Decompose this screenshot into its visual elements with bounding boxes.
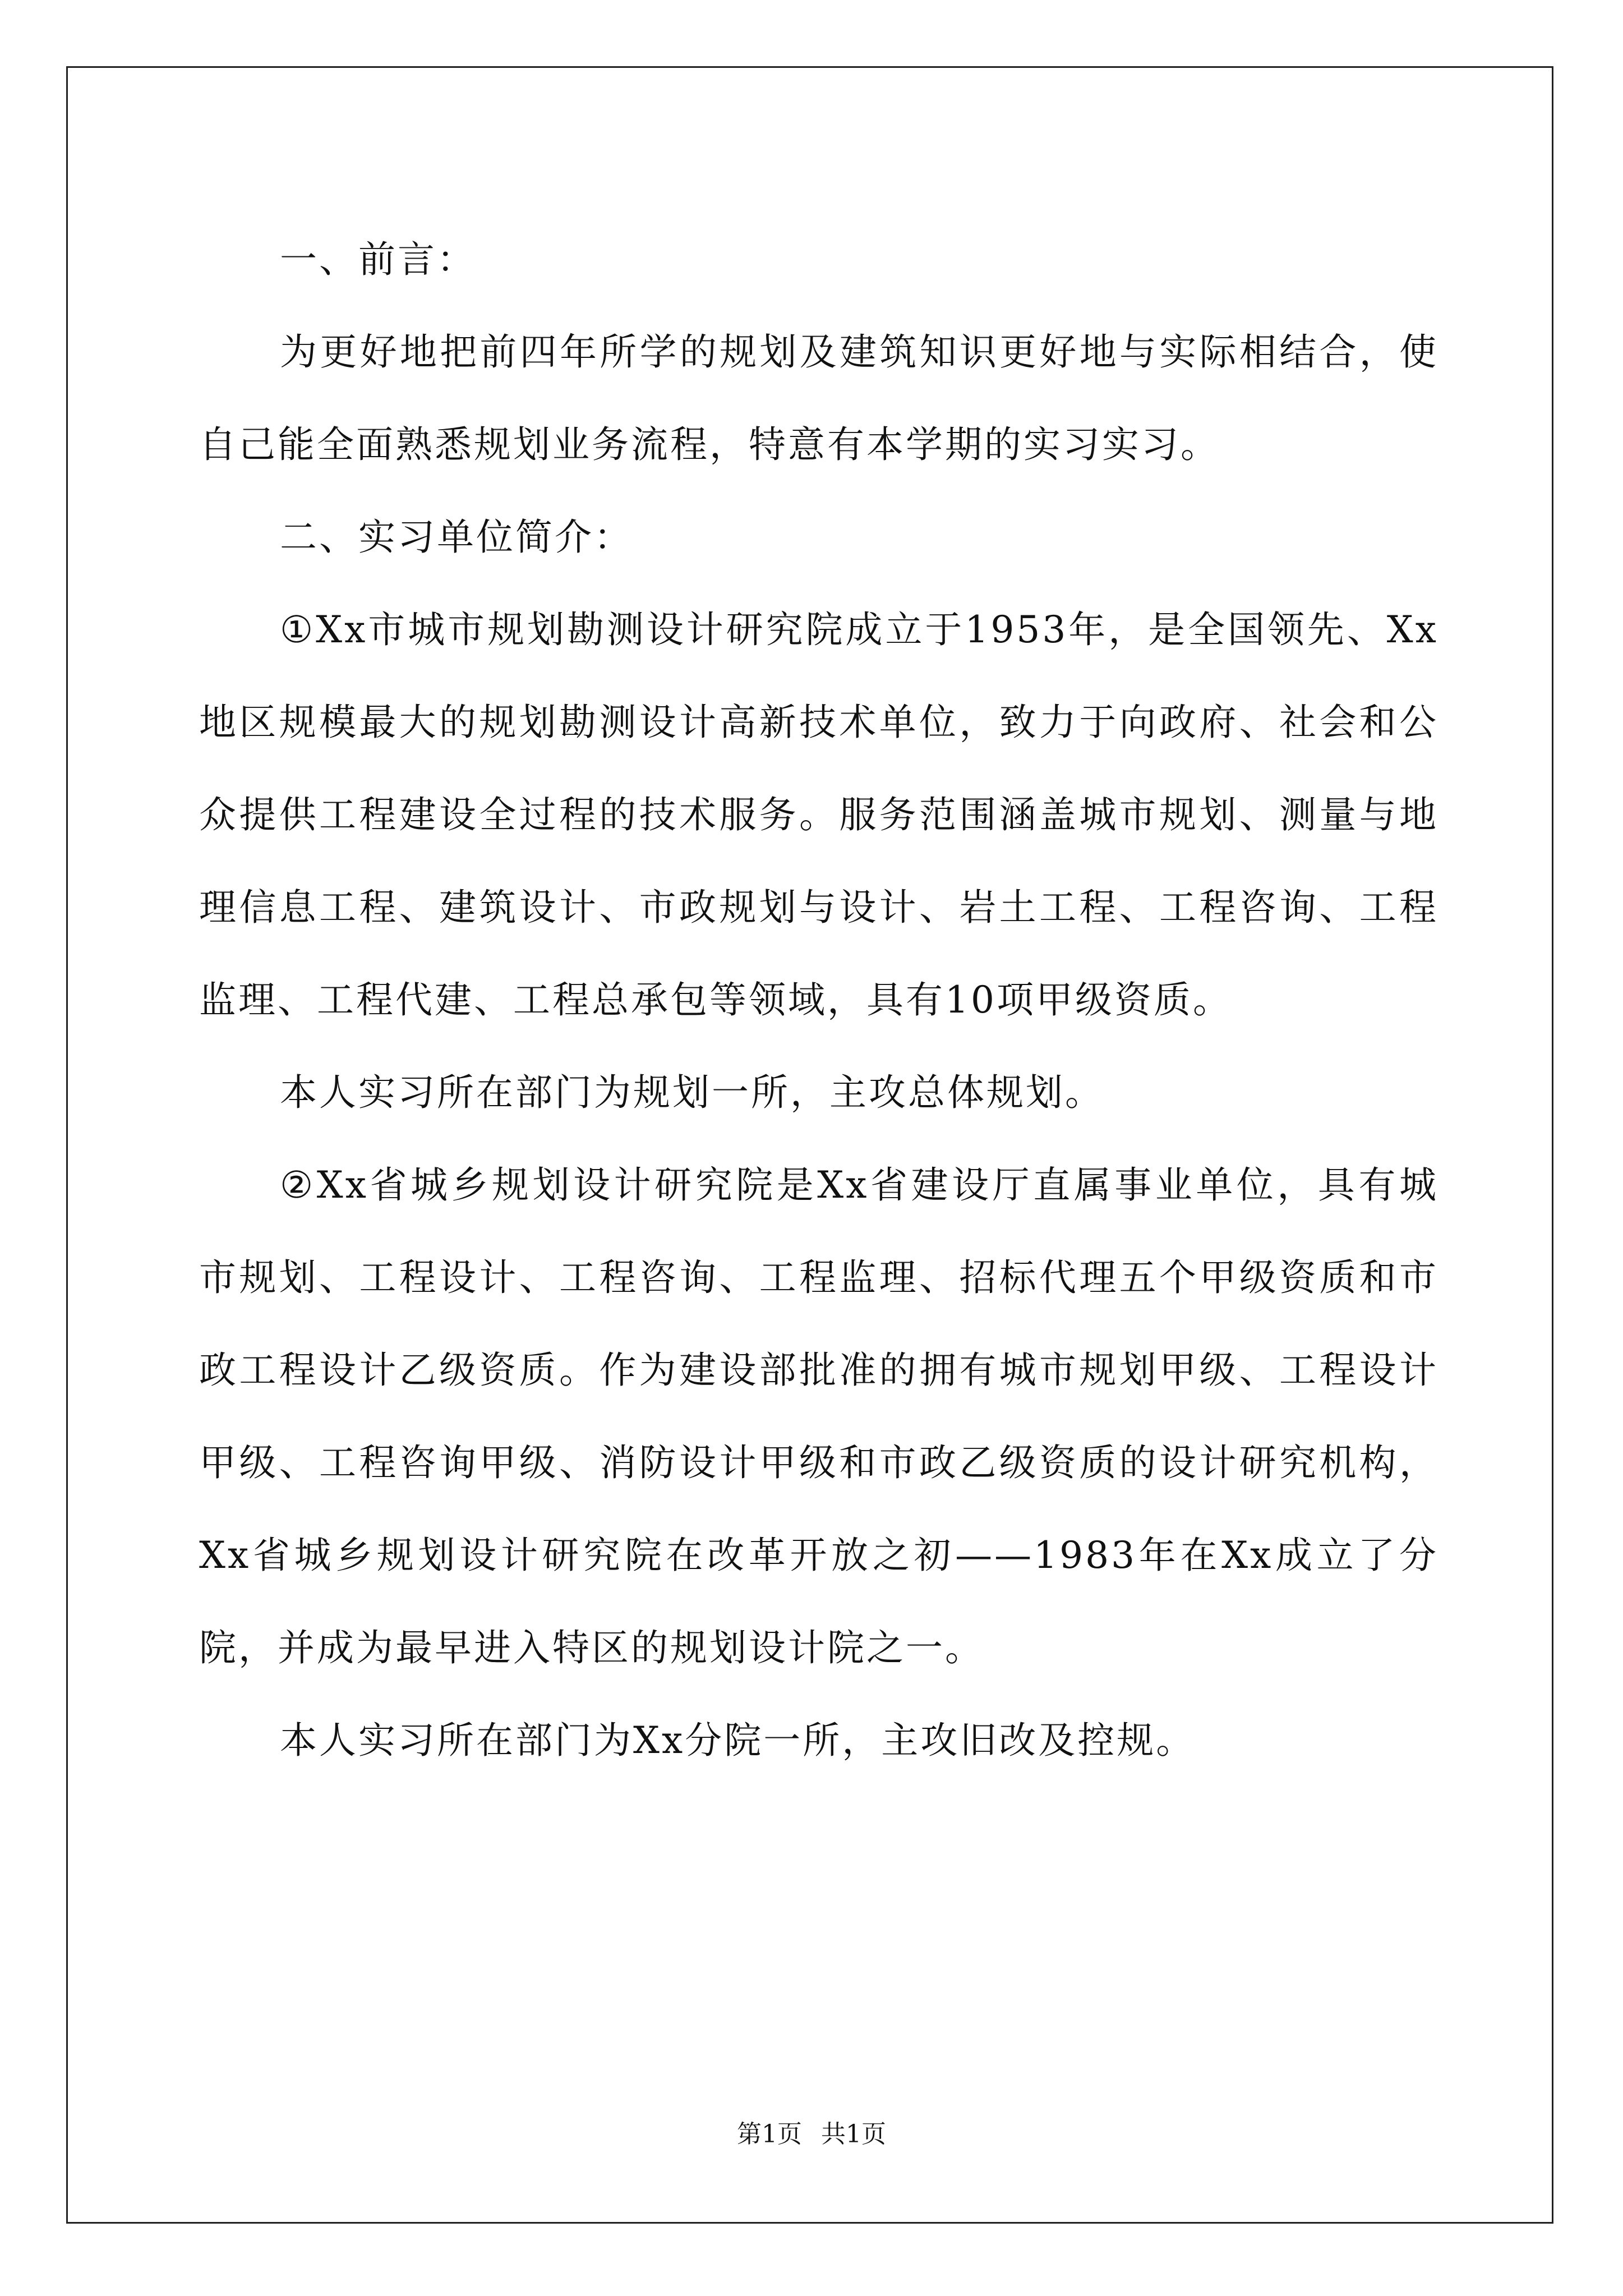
document-body	[199, 213, 1438, 1787]
page-number: 第1页	[737, 2120, 802, 2148]
section-heading-intro: 二、实习单位简介：	[280, 516, 633, 559]
paragraph-department-1: 本人实习所在部门为规划一所，主攻总体规划。	[280, 1071, 1104, 1114]
paragraph-purpose: 为更好地把前四年所学的规划及建筑知识更好地与实际相结合，使自己能全面熟悉规划业务流程，特意有本学期的实习实习。	[199, 330, 1438, 466]
page-footer	[0, 2118, 1623, 2151]
section-heading-preface: 一、前言：	[280, 238, 476, 281]
paragraph-department-2: 本人实习所在部门为Xx分院一所，主攻旧改及控规。	[280, 1719, 1196, 1762]
page-total: 共1页	[821, 2120, 886, 2148]
paragraph-institute-2: ②Xx省城乡规划设计研究院是Xx省建设厅直属事业单位，具有城市规划、工程设计、工程咨询、工程监理、招标代理五个甲级资质和市政工程设计乙级资质。作为建设部批准的拥有城市规划甲级、工程设计甲级、工程咨询甲级、消防设计甲级和市政乙级资质的设计研究机构，Xx省城乡规划设计研究院在改革开放之初——1983年在Xx成立了分院，并成为最早进入特区的规划设计院之一。	[199, 1163, 1438, 1669]
paragraph-institute-1: ①Xx市城市规划勘测设计研究院成立于1953年，是全国领先、Xx地区规模最大的规划勘测设计高新技术单位，致力于向政府、社会和公众提供工程建设全过程的技术服务。服务范围涵盖城市规划、测量与地理信息工程、建筑设计、市政规划与设计、岩土工程、工程咨询、工程监理、工程代建、工程总承包等领域，具有10项甲级资质。	[199, 608, 1438, 1022]
